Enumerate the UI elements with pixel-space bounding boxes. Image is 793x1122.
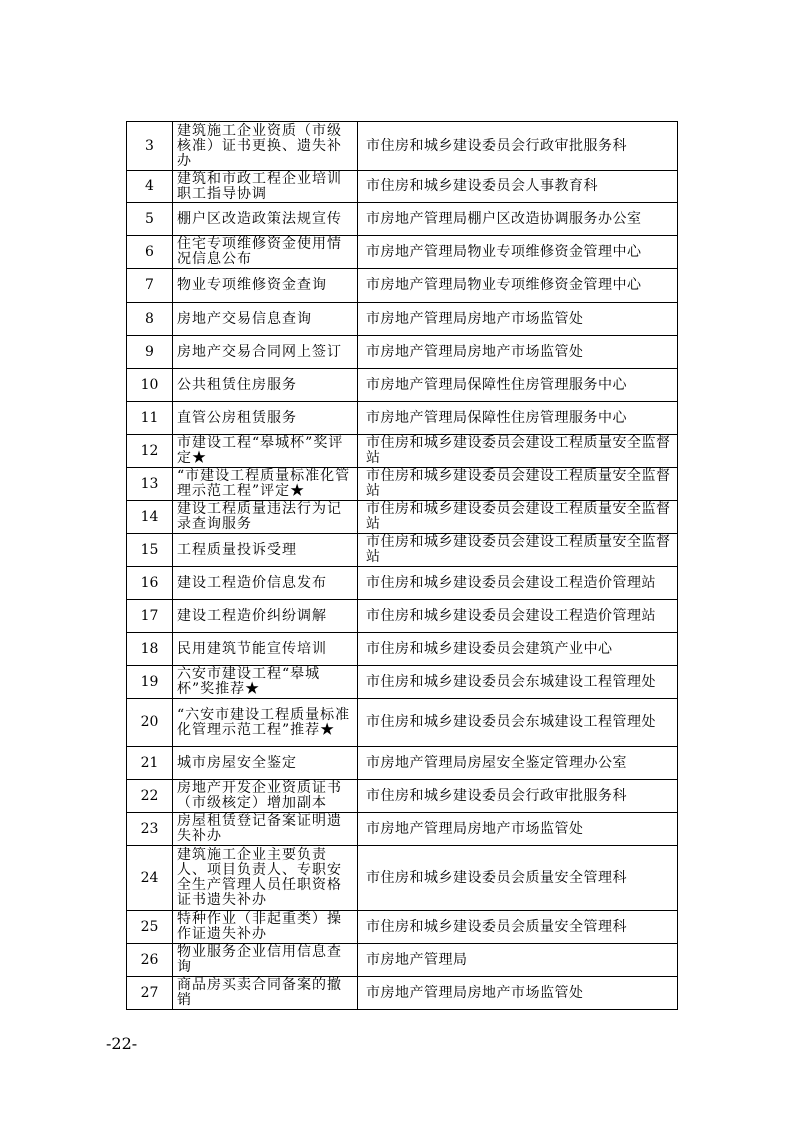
responsible-department: 市房地产管理局物业专项维修资金管理中心	[358, 236, 678, 269]
table-row	[127, 269, 678, 303]
table-row	[127, 435, 678, 468]
table-row	[127, 171, 678, 203]
row-number: 20	[127, 699, 173, 747]
table-row	[127, 369, 678, 402]
responsible-department: 市住房和城乡建设委员会建设工程质量安全监督站	[358, 501, 678, 534]
table-row	[127, 944, 678, 977]
service-item: 物业专项维修资金查询	[173, 269, 358, 303]
responsible-department: 市住房和城乡建设委员会建设工程造价管理站	[358, 600, 678, 633]
responsible-department: 市住房和城乡建设委员会建设工程质量安全监督站	[358, 435, 678, 468]
service-item: 建设工程质量违法行为记录查询服务	[173, 501, 358, 534]
table-row	[127, 468, 678, 501]
table-row	[127, 402, 678, 435]
responsible-department: 市住房和城乡建设委员会建设工程造价管理站	[358, 567, 678, 600]
row-number: 16	[127, 567, 173, 600]
table-row	[127, 666, 678, 699]
service-item: 棚户区改造政策法规宣传	[173, 203, 358, 236]
table-row	[127, 303, 678, 336]
service-item: 建筑施工企业主要负责人、项目负责人、专职安全生产管理人员任职资格证书遗失补办	[173, 846, 358, 911]
table-row	[127, 911, 678, 944]
page-number: -22-	[106, 1034, 138, 1053]
table-row	[127, 236, 678, 269]
row-number: 24	[127, 846, 173, 911]
row-number: 18	[127, 633, 173, 666]
row-number: 21	[127, 747, 173, 780]
responsible-department: 市住房和城乡建设委员会质量安全管理科	[358, 846, 678, 911]
table-row	[127, 203, 678, 236]
responsible-department: 市住房和城乡建设委员会建设工程质量安全监督站	[358, 468, 678, 501]
table-row	[127, 977, 678, 1010]
responsible-department: 市房地产管理局房地产市场监管处	[358, 336, 678, 369]
service-item: 建筑施工企业资质（市级核准）证书更换、遗失补办	[173, 122, 358, 171]
row-number: 8	[127, 303, 173, 336]
responsible-department: 市住房和城乡建设委员会行政审批服务科	[358, 780, 678, 813]
row-number: 6	[127, 236, 173, 269]
table-row	[127, 501, 678, 534]
row-number: 22	[127, 780, 173, 813]
responsible-department: 市住房和城乡建设委员会东城建设工程管理处	[358, 666, 678, 699]
responsible-department: 市房地产管理局保障性住房管理服务中心	[358, 369, 678, 402]
service-item: 房屋租赁登记备案证明遗失补办	[173, 813, 358, 846]
service-table	[126, 121, 678, 1010]
service-item: 建设工程造价信息发布	[173, 567, 358, 600]
table-row	[127, 600, 678, 633]
responsible-department: 市住房和城乡建设委员会建筑产业中心	[358, 633, 678, 666]
row-number: 10	[127, 369, 173, 402]
service-item: 商品房买卖合同备案的撤销	[173, 977, 358, 1010]
row-number: 26	[127, 944, 173, 977]
service-item: “六安市建设工程质量标准化管理示范工程”推荐★	[173, 699, 358, 747]
row-number: 15	[127, 534, 173, 567]
service-item: 城市房屋安全鉴定	[173, 747, 358, 780]
row-number: 11	[127, 402, 173, 435]
row-number: 14	[127, 501, 173, 534]
row-number: 4	[127, 171, 173, 203]
service-item: 房地产交易信息查询	[173, 303, 358, 336]
service-item: 房地产开发企业资质证书（市级核定）增加副本	[173, 780, 358, 813]
service-item: 工程质量投诉受理	[173, 534, 358, 567]
table-row	[127, 122, 678, 171]
table-row	[127, 534, 678, 567]
row-number: 9	[127, 336, 173, 369]
responsible-department: 市房地产管理局房地产市场监管处	[358, 813, 678, 846]
service-item: 房地产交易合同网上签订	[173, 336, 358, 369]
responsible-department: 市住房和城乡建设委员会人事教育科	[358, 171, 678, 203]
responsible-department: 市房地产管理局	[358, 944, 678, 977]
table-row	[127, 846, 678, 911]
row-number: 17	[127, 600, 173, 633]
table-row	[127, 813, 678, 846]
responsible-department: 市房地产管理局棚户区改造协调服务办公室	[358, 203, 678, 236]
row-number: 27	[127, 977, 173, 1010]
table-row	[127, 567, 678, 600]
responsible-department: 市房地产管理局房屋安全鉴定管理办公室	[358, 747, 678, 780]
service-item: 物业服务企业信用信息查询	[173, 944, 358, 977]
responsible-department: 市住房和城乡建设委员会质量安全管理科	[358, 911, 678, 944]
table-row	[127, 699, 678, 747]
table-row	[127, 780, 678, 813]
service-item: 住宅专项维修资金使用情况信息公布	[173, 236, 358, 269]
responsible-department: 市房地产管理局保障性住房管理服务中心	[358, 402, 678, 435]
table-row	[127, 633, 678, 666]
table-row	[127, 747, 678, 780]
service-item: “市建设工程质量标准化管理示范工程”评定★	[173, 468, 358, 501]
row-number: 13	[127, 468, 173, 501]
row-number: 25	[127, 911, 173, 944]
responsible-department: 市房地产管理局物业专项维修资金管理中心	[358, 269, 678, 303]
responsible-department: 市住房和城乡建设委员会建设工程质量安全监督站	[358, 534, 678, 567]
service-item: 公共租赁住房服务	[173, 369, 358, 402]
responsible-department: 市房地产管理局房地产市场监管处	[358, 977, 678, 1010]
responsible-department: 市住房和城乡建设委员会行政审批服务科	[358, 122, 678, 171]
service-item: 六安市建设工程“皋城杯”奖推荐★	[173, 666, 358, 699]
service-item: 建筑和市政工程企业培训职工指导协调	[173, 171, 358, 203]
responsible-department: 市房地产管理局房地产市场监管处	[358, 303, 678, 336]
row-number: 7	[127, 269, 173, 303]
row-number: 3	[127, 122, 173, 171]
table-row	[127, 336, 678, 369]
row-number: 23	[127, 813, 173, 846]
service-item: 直管公房租赁服务	[173, 402, 358, 435]
row-number: 12	[127, 435, 173, 468]
service-item: 建设工程造价纠纷调解	[173, 600, 358, 633]
responsible-department: 市住房和城乡建设委员会东城建设工程管理处	[358, 699, 678, 747]
service-item: 特种作业（非起重类）操作证遗失补办	[173, 911, 358, 944]
row-number: 19	[127, 666, 173, 699]
service-item: 民用建筑节能宣传培训	[173, 633, 358, 666]
row-number: 5	[127, 203, 173, 236]
service-item: 市建设工程“皋城杯”奖评定★	[173, 435, 358, 468]
